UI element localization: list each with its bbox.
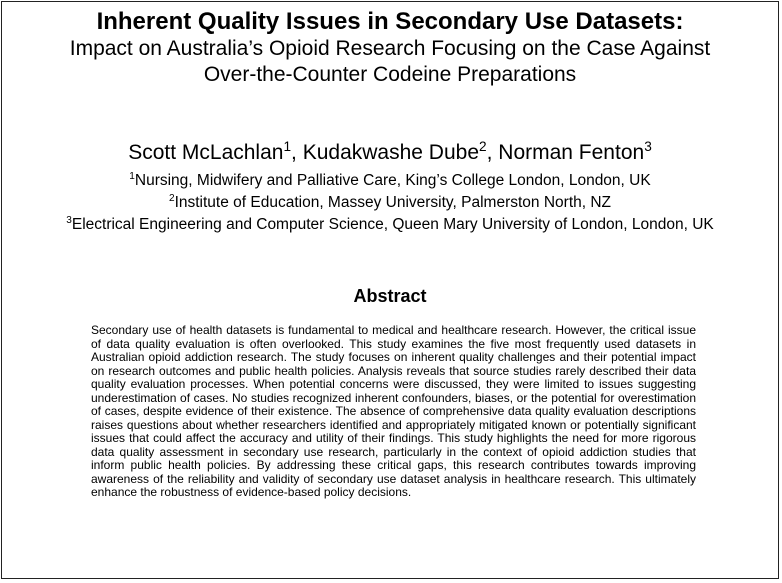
paper-subtitle-line-2: Over-the-Counter Codeine Preparations <box>203 63 577 86</box>
abstract-body: Secondary use of health datasets is fundamental to medical and healthcare research. However, the critical issue of data quality evaluation is often overlooked. This study examines the five most frequently used datasets in Australian opioid addiction research. The study focuses on inherent quality challenges and their potential impact on research outcomes and public health policies. Analysis reveals that source studies rarely described their data quality evaluation processes. When potential concerns were discussed, they were limited to issues suggesting underestimation of cases. No studies recognized inherent confounders, biases, or the potential for overestimation of cases, despite evidence of their existence. The absence of comprehensive data quality evaluation descriptions raises questions about whether researchers identified and appropriately mitigated known or potentially significant issues that could affect the accuracy and utility of their findings. This study highlights the need for more rigorous data quality assessment in secondary use research, particularly in the context of opioid addiction studies that inform public health policies. By addressing these critical gaps, this research contributes towards improving awareness of the reliability and validity of secondary use dataset analysis in healthcare research. This ultimately enhance the robustness of evidence-based policy decisions. <box>91 323 696 499</box>
affiliation-text: Institute of Education, Massey University, Palmerston North, NZ <box>174 194 612 211</box>
author-separator: , <box>486 141 499 164</box>
affiliation-line <box>2 170 778 192</box>
affiliation-text: Electrical Engineering and Computer Science, Queen Mary University of London, London, UK <box>71 216 714 233</box>
author-name: Kudakwashe Dube <box>302 141 480 164</box>
author-name: Norman Fenton <box>498 141 645 164</box>
paper-page <box>1 1 779 579</box>
author-list <box>2 140 778 166</box>
affiliation-marker: 2 <box>168 192 175 204</box>
author-name: Scott McLachlan <box>128 141 284 164</box>
paper-title: Inherent Quality Issues in Secondary Use Datasets: <box>96 8 684 35</box>
affiliation-list <box>2 170 778 236</box>
affiliation-marker: 3 <box>66 214 72 226</box>
author-affiliation-marker: 3 <box>644 139 652 154</box>
paper-subtitle-line-1: Impact on Australia’s Opioid Research Focusing on the Case Against <box>69 37 711 60</box>
author-affiliation-marker: 1 <box>283 139 292 154</box>
author-separator: , <box>291 141 303 164</box>
affiliation-marker: 1 <box>129 170 135 182</box>
affiliation-line <box>2 214 778 236</box>
author-affiliation-marker: 2 <box>479 139 487 154</box>
affiliation-text: Nursing, Midwifery and Palliative Care, King’s College London, London, UK <box>134 172 651 189</box>
title-block <box>2 8 778 88</box>
affiliation-line <box>2 192 778 214</box>
abstract-heading: Abstract <box>353 286 427 306</box>
